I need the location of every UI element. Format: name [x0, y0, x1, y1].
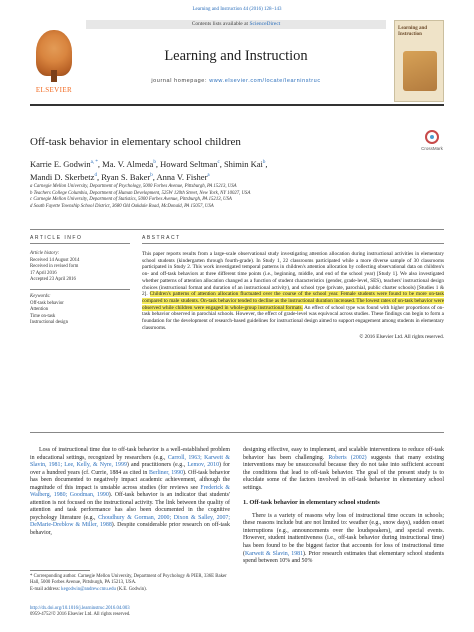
- author-list: Karrie E. Godwin$^{a, *}$, Ma. V. Almeda$^b$, Howard Seltman$^c$, Shimin Kai$^b$, Mandi D. Skerbetz$^d$, Ryan S. Baker$^b$, Anna V. Fisher$^a$: [30, 158, 268, 182]
- keyword: Off-task behavior: [30, 300, 64, 306]
- affiliation: a Carnegie Mellon University, Department of Psychology, 5000 Forbes Avenue, Pittsburgh, PA 15213, USA: [30, 184, 237, 189]
- abstract-label: ABSTRACT: [142, 235, 181, 241]
- affiliation: d South Fayette Township School District, 3680 Old Oakdale Road, McDonald, PA 15057, USA: [30, 203, 214, 209]
- article-title: Off-task behavior in elementary school children: [30, 136, 241, 148]
- doi-link[interactable]: http://dx.doi.org/10.1016/j.learninstruc.2016.04.003: [30, 606, 130, 611]
- cover-title: Learning and Instruction: [398, 26, 428, 37]
- corresponding-author-footnote: * Corresponding author. Carnegie Mellon University, Department of Psychology & PIER, 336E Baker Hall, 5000 Forbes Avenue, Pittsburgh, PA 15213, USA. E-mail address: kegodwin@andrew.cmu.edu (K.E. Godwin).: [30, 574, 227, 592]
- elsevier-logo: [30, 20, 78, 100]
- author[interactable]: Anna V. Fisher$^a$: [156, 171, 210, 182]
- author[interactable]: Ma. V. Almeda$^b$: [102, 158, 156, 169]
- keyword: Attention: [30, 307, 49, 313]
- crossmark-badge[interactable]: [415, 130, 449, 154]
- citation-link[interactable]: Lemov, 2010: [187, 462, 220, 469]
- journal-header-center: [86, 20, 386, 100]
- divider: [30, 432, 444, 433]
- affiliations: [30, 184, 444, 210]
- citation-link[interactable]: Berliner, 1990: [149, 469, 184, 476]
- homepage-link[interactable]: www.elsevier.com/locate/learninstruc: [209, 78, 321, 84]
- affiliation: b Teachers College Columbia, Department of Human Development, 525W 120th Street, New York, NY 10027, USA: [30, 190, 251, 196]
- section-heading: 1. Off-task behavior in elementary school students: [243, 499, 380, 507]
- journal-cover-thumbnail: [394, 20, 444, 102]
- citation-link[interactable]: Choudhury & Gorman, 2000; Dixon & Salley, 2007; DeMarie-Dreblow & Miller, 1988: [30, 514, 230, 529]
- affiliation: c Carnegie Mellon University, Department of Statistics, 5000 Forbes Avenue, Pittsburgh, PA 15213, USA: [30, 197, 232, 202]
- journal-citation[interactable]: Learning and Instruction 44 (2016) 128–143: [192, 7, 282, 12]
- citation-link[interactable]: Frederick & Walberg, 1980; Goodman, 1990: [30, 484, 231, 499]
- abstract: [142, 235, 444, 340]
- publisher-name: ELSEVIER: [35, 86, 73, 94]
- author[interactable]: Howard Seltman$^c$: [160, 158, 220, 169]
- journal-homepage: journal homepage: www.elsevier.com/locate/learninstruc: [151, 78, 321, 84]
- author[interactable]: Mandi D. Skerbetz$^d$: [30, 171, 97, 182]
- citation-link[interactable]: Karweit & Slavin, 1981: [244, 550, 304, 557]
- keyword: Instructional design: [30, 320, 68, 326]
- author[interactable]: Ryan S. Baker$^b$: [101, 171, 153, 182]
- citation-link[interactable]: Roberts (2002): [328, 454, 367, 461]
- footnote-divider: [30, 570, 90, 571]
- journal-masthead: [30, 20, 444, 106]
- doi-block: [30, 606, 230, 619]
- sciencedirect-link[interactable]: ScienceDirect: [249, 21, 281, 27]
- body-column-left: Loss of instructional time due to off-task behavior is a well-established problem in educational settings, recognized by researchers (e.g., Carroll, 1963; Karweit & Slavin, 1981; Lee, Kelly, & Nyre, 1999) and practitioners (e.g., Lemov, 2010) for over a hundred years (cf. Currie, 1884 as cited in Berliner, 1990). Off-task behavior has been documented to negatively impact academic achievement, although the magnitude of this impact is unstable across studies (for reviews see Frederick & Walberg, 1980; Goodman, 1990). Off-task behavior is an indicator that students' attention is not focused on the instructional activity. The link between the quality of attention and task performance has also been documented in the cognitive psychology literature (e.g., Choudhury & Gorman, 2000; Dixon & Salley, 2007; DeMarie-Dreblow & Miller, 1988). Despite considerable prior research on off-task behavior,: [30, 447, 231, 537]
- abstract-text: This paper reports results from a large-scale observational study investigating attention allocation during instructional activities in elementary school students (kindergarten through fourth-grade). In Study 1, 22 classrooms participated while a more diverse sample of 30 classrooms participated in Study 2. This work investigated temporal patterns in children's attention allocation by collecting observational data on children's on- and off-task behaviors at three different time points (i.e., beginning, middle, and end of the school year) [Study 1]. We also investigated whether patterns of attention allocation changed as a function of student characteristics (gender, grade-level, SES), teachers' instructional design choices (instructional format and duration of an instructional activity), and school type (private, parochial, public charter schools) [Studies 1 & 2]. Children's patterns of attention allocation fluctuated over the course of the school year. Female students were found to be more on-task compared to male students. On-task behavior tended to decline as the instructional duration increased. The lowest rates of on-task behavior were observed while children were engaged in whole-group instructional formats. An effect of school type was found with higher proportions of on-task behavior observed in parochial schools. However, the effect of grade-level was equivocal across studies. These findings can begin to form a foundation for the development of research-based guidelines for instructional design aimed to support engagement among students in elementary classrooms.: [142, 251, 444, 331]
- keywords: Keywords: Off-task behavior Attention Time on-task Instructional design: [30, 294, 130, 327]
- article-info: [30, 235, 130, 327]
- divider: [30, 229, 444, 230]
- article-info-label: ARTICLE INFO: [30, 235, 83, 241]
- highlighted-text: Children's patterns of attention allocation fluctuated over the course of the school year. Female students were found to be more on-task compared to male students. On-task behavior tended to decline as the instructional duration increased. The lowest rates of on-task behavior were observed while children were engaged in whole-group instructional formats.: [142, 291, 444, 311]
- abstract-copyright: © 2016 Elsevier Ltd. All rights reserved.: [359, 334, 444, 341]
- keyword: Time on-task: [30, 313, 56, 319]
- article-history: Article history: Received 14 August 2014 Received in revised form 17 April 2016 Accepted 23 April 2016: [30, 251, 80, 283]
- divider: [30, 289, 130, 290]
- citation-link[interactable]: Carroll, 1963; Karweit & Slavin, 1981; Lee, Kelly, & Nyre, 1999: [30, 454, 230, 469]
- email-link[interactable]: kegodwin@andrew.cmu.edu: [61, 586, 116, 592]
- cover-art: [403, 51, 437, 91]
- contents-bar: Contents lists available at ScienceDirect: [86, 20, 386, 29]
- journal-title: Learning and Instruction: [164, 48, 308, 64]
- crossmark-label: CrossMark: [421, 146, 443, 151]
- author[interactable]: Shimin Kai$^b$: [223, 158, 266, 169]
- author[interactable]: Karrie E. Godwin$^{a, *}$: [30, 158, 98, 169]
- issn-line: 0959-4752/© 2016 Elsevier Ltd. All rights reserved.: [30, 612, 131, 618]
- crossmark-icon: [425, 130, 439, 144]
- body-column-right: designing effective, easy to implement, and scalable interventions to reduce off-task behavior has been challenging. Roberts (2002) suggests that many existing interventions may be unsuccessful because they do not take into sufficient account the conditions that lead to off-task behavior. The goal of the present study is to elucidate some of the factors involved in off-task behavior in elementary school settings. 1. Off-task behavior in elementary school students There is a variety of reasons why loss of instructional time occurs in schools; these reasons include but are not limited to: weather (e.g., snow days), sudden onset interruptions (e.g., announcements over the loudspeakers), and special events. However, student inattentiveness (i.e., off-task behavior during instructional time) has been found to be the biggest factor that accounts for loss of instructional time (Karweit & Slavin, 1981). Prior research estimates that elementary school students spend between 10% and 50%: [243, 447, 444, 565]
